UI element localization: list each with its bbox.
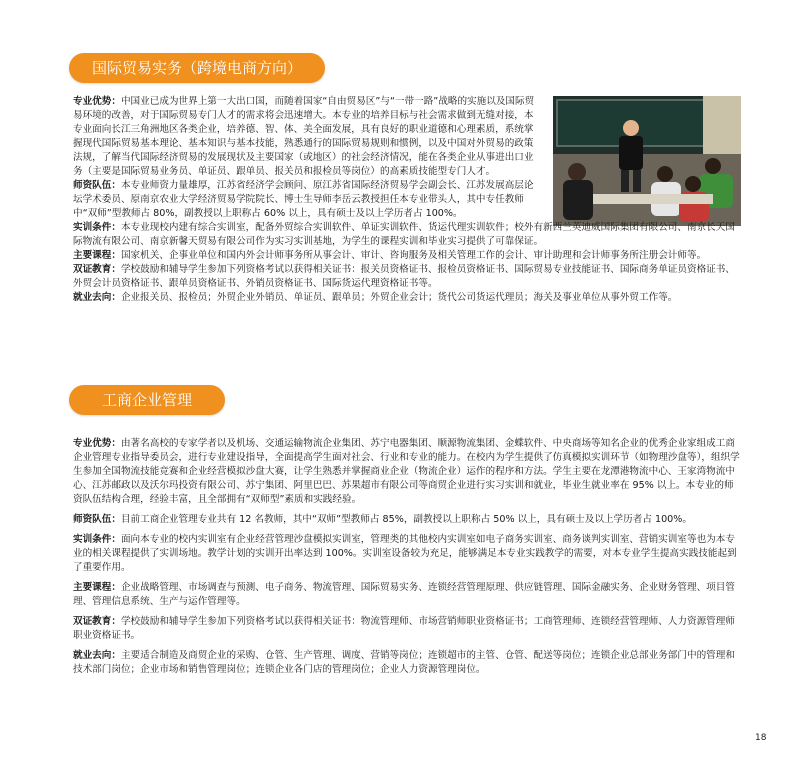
paragraph-certification: [73, 263, 743, 291]
paragraph-label: 就业去向：: [73, 292, 121, 303]
paragraph-text: 学校鼓励和辅导学生参加下列资格考试以获得相关证书：报关员资格证书、报检员资格证书、国际贸易专业技能证书、国际商务单证员资格证书、外贸会计员资格证书、跟单员资格证书、外销员资格证书、国际货运代理资格证书等。: [73, 264, 735, 289]
paragraph-training: [73, 221, 743, 249]
paragraph-text: 由著名高校的专家学者以及机场、交通运输物流企业集团、苏宁电器集团、顺源物流集团、金蝶软件、中央商场等知名企业的优秀企业家组成工商企业管理专业指导委员会，进行专业建设指导，全面提高学生面对社会、行业和专业的能力。在校内为学生提供了仿真模拟实训环节（如物理沙盘等），组织学生参加全国物流技能竞赛和企业经营模拟沙盘大赛，让学生熟悉并掌握商业企业（物流企业）运作的程序和方法。学生主要在龙潭港物流中心、王家湾物流中心、江苏邮政以及沃尔玛投资有限公司、苏宁集团、阿里巴巴、苏果超市有限公司等商贸企业进行实习实训和就业，毕业生就业率在 95% 以上。本专业的师资队伍结构合理，经验丰富，且全部拥有“双师型”素质和实践经验。: [73, 438, 740, 505]
paragraph-label: 师资队伍：: [73, 180, 121, 191]
paragraph-label: 主要课程：: [73, 250, 121, 261]
paragraph-label: 专业优势：: [73, 438, 121, 449]
paragraph-text: 企业报关员、报检员；外贸企业外销员、单证员、跟单员；外贸企业会计；货代公司货运代理员；海关及事业单位从事外贸工作等。: [120, 292, 678, 303]
paragraph-label: 专业优势：: [73, 96, 121, 107]
paragraph-faculty: [73, 179, 543, 221]
section-title-business-management: 工商企业管理: [69, 385, 225, 415]
paragraph-advantage: [73, 437, 743, 507]
paragraph-label: 双证教育：: [73, 264, 121, 275]
paragraph-training: [73, 533, 743, 575]
paragraph-courses: [73, 249, 743, 263]
paragraph-advantage: [73, 95, 543, 179]
paragraph-certification: [73, 615, 743, 643]
paragraph-courses: [73, 581, 743, 609]
paragraph-text: 中国业已成为世界上第一大出口国，而随着国家“自由贸易区”与“一带一路”战略的实施以及国际贸易环境的改善，对于国际贸易专门人才的需求将会迅速增大。本专业的培养目标与社会需求做到无缝对接，本专业面向长江三角洲地区各类企业，培养德、智、体、美全面发展，具有良好的职业道德和心理素质，系统掌握现代国际贸易基本理论、基本知识与基本技能，熟悉通行的国际贸易规则和惯例，以及中国对外贸易的政策法规，了解当代国际经济贸易的发展现状及主要国家（或地区）的社会经济情况，能在各类企业从事进出口业务（主要是国际贸易业务员、单证员、跟单员、报关员和报检员等岗位）的高素质技能型专门人才。: [73, 96, 535, 177]
paragraph-text: 本专业现校内建有综合实训室，配备外贸综合实训软件、单证实训软件、货运代理实训软件；校外有新西兰英迪威国际集团有限公司、南京长天国际物流有限公司、南京新馨天贸易有限公司作为实习实训基地，为学生的课程实训和毕业实习提供了可靠保证。: [73, 222, 735, 247]
paragraph-label: 主要课程：: [73, 582, 121, 593]
paragraph-label: 双证教育：: [73, 616, 121, 627]
paragraph-label: 师资队伍：: [73, 514, 121, 525]
international-trade-section: [73, 95, 743, 305]
paragraph-text: 企业战略管理、市场调查与预测、电子商务、物流管理、国际贸易实务、连锁经营管理原理、供应链管理、国际金融实务、企业财务管理、项目管理、管理信息系统、生产与运作管理等。: [73, 582, 735, 607]
page-number: 18: [755, 733, 767, 743]
paragraph-text: 主要适合制造及商贸企业的采购、仓管、生产管理、调度、营销等岗位；连锁超市的主管、仓管、配送等岗位；连锁企业总部业务部门中的管理和技术部门岗位；企业市场和销售管理岗位；连锁企业各门店的管理岗位；企业人力资源管理岗位。: [73, 650, 735, 675]
paragraph-text: 目前工商企业管理专业共有 12 名教师，其中“双师”型教师占 85%，副教授以上职称占 50% 以上，具有硕士及以上学历者占 100%。: [120, 514, 692, 525]
paragraph-label: 实训条件：: [73, 534, 121, 545]
paragraph-text: 学校鼓励和辅导学生参加下列资格考试以获得相关证书：物流管理师、市场营销师职业资格证书；工商管理师、连锁经营管理师、人力资源管理师职业资格证书。: [73, 616, 735, 641]
paragraph-label: 就业去向：: [73, 650, 121, 661]
paragraph-label: 实训条件：: [73, 222, 121, 233]
section-title-international-trade: 国际贸易实务（跨境电商方向）: [69, 53, 325, 83]
paragraph-text: 本专业师资力量雄厚，江苏省经济学会顾问、原江苏省国际经济贸易学会副会长、江苏发展高层论坛学术委员、原南京农业大学经济贸易学院院长、博士生导师李岳云教授担任本专业带头人，其中专任教师中“双师”型教师占 80%，副教授以上职称占 60% 以上，具有硕士及以上学历者占 100%。: [73, 180, 534, 219]
paragraph-employment: [73, 291, 743, 305]
paragraph-employment: [73, 649, 743, 677]
paragraph-text: 国家机关、企事业单位和国内外会计师事务所从事会计、审计、咨询服务及相关管理工作的会计、审计助理和会计师事务所注册会计师等。: [120, 250, 707, 261]
paragraph-text: 面向本专业的校内实训室有企业经营管理沙盘模拟实训室，管理类的其他校内实训室如电子商务实训室、商务谈判实训室、营销实训室等也为本专业的相关课程提供了实训场地。教学计划的实训开出率达到 100%。实训室设备较为充足，能够满足本专业实践教学的需要，对本专业学生提高实践技能起到了重要作用。: [73, 534, 737, 573]
business-management-section: [73, 437, 743, 683]
paragraph-faculty: [73, 513, 743, 527]
